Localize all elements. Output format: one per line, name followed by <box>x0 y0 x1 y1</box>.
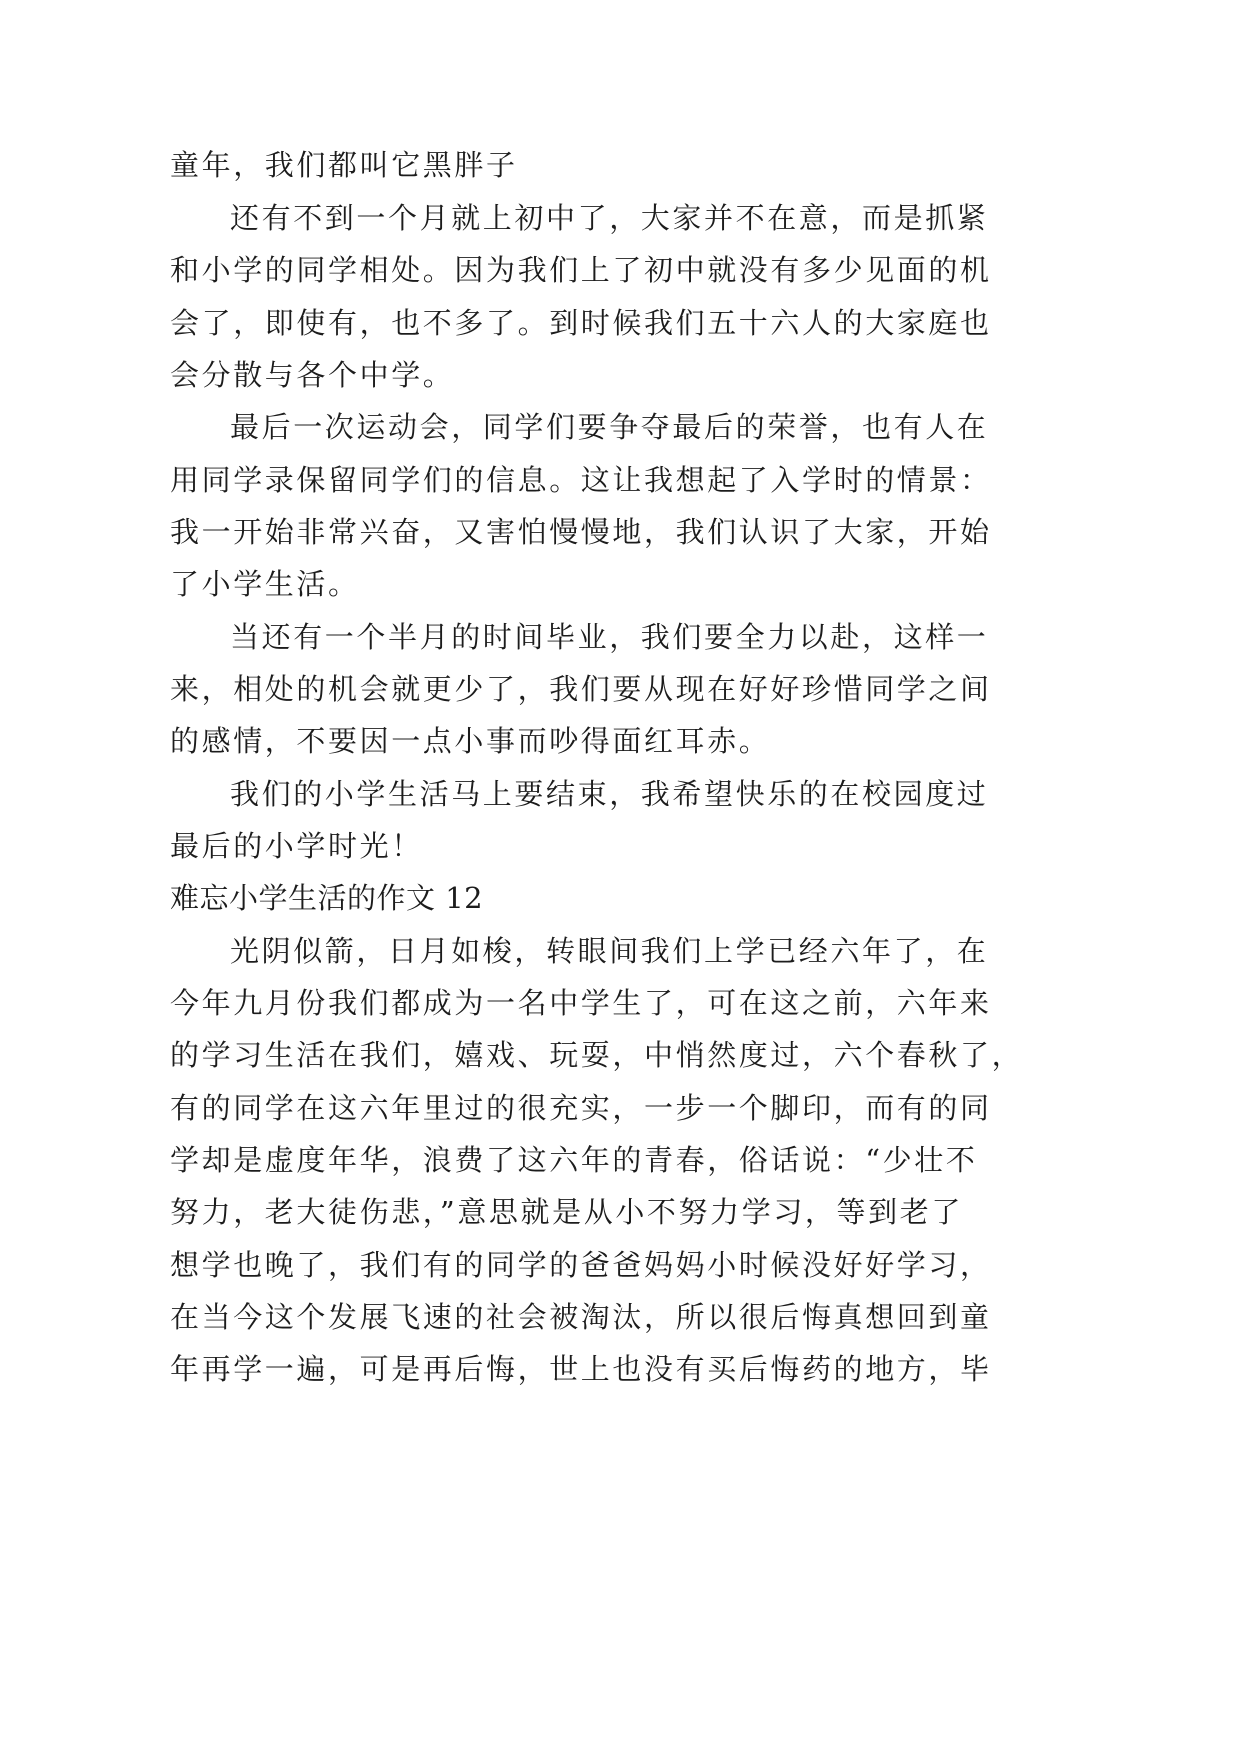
paragraph-line: 我们的小学生活马上要结束，我希望快乐的在校园度过 <box>230 777 989 811</box>
paragraph-line: 和小学的同学相处。因为我们上了初中就没有多少见面的机 <box>170 253 992 287</box>
paragraph-line: 今年九月份我们都成为一名中学生了，可在这之前，六年来 <box>170 986 992 1020</box>
paragraph-line: 最后一次运动会，同学们要争夺最后的荣誉，也有人在 <box>230 410 989 444</box>
paragraph-line: 的学习生活在我们，嬉戏、玩耍，中悄然度过，六个春秋了， <box>170 1038 1024 1072</box>
paragraph-line: 的感情，不要因一点小事而吵得面红耳赤。 <box>170 724 771 758</box>
paragraph-line: 童年，我们都叫它黑胖子 <box>170 148 518 182</box>
paragraph-line: 学却是虚度年华，浪费了这六年的青春，俗话说：“少壮不 <box>170 1143 978 1177</box>
paragraph-line: 我一开始非常兴奋，又害怕慢慢地，我们认识了大家，开始 <box>170 515 992 549</box>
paragraph-line: 了小学生活。 <box>170 567 360 601</box>
paragraph-line: 光阴似箭，日月如梭，转眼间我们上学已经六年了，在 <box>230 934 989 968</box>
paragraph-line: 当还有一个半月的时间毕业，我们要全力以赴，这样一 <box>230 620 989 654</box>
paragraph-line: 年再学一遍，可是再后悔，世上也没有买后悔药的地方，毕 <box>170 1352 992 1386</box>
paragraph-line: 想学也晚了，我们有的同学的爸爸妈妈小时候没好好学习， <box>170 1248 992 1282</box>
section-heading: 难忘小学生活的作文 12 <box>170 881 484 915</box>
paragraph-line: 用同学录保留同学们的信息。这让我想起了入学时的情景： <box>170 463 992 497</box>
paragraph-line: 还有不到一个月就上初中了，大家并不在意，而是抓紧 <box>230 201 989 235</box>
paragraph-line: 最后的小学时光！ <box>170 829 423 863</box>
paragraph-line: 会了，即使有，也不多了。到时候我们五十六人的大家庭也 <box>170 306 992 340</box>
paragraph-line: 努力，老大徒伤悲，”意思就是从小不努力学习，等到老了 <box>170 1195 963 1229</box>
paragraph-line: 会分散与各个中学。 <box>170 358 455 392</box>
paragraph-line: 有的同学在这六年里过的很充实，一步一个脚印，而有的同 <box>170 1091 992 1125</box>
paragraph-line: 来，相处的机会就更少了，我们要从现在好好珍惜同学之间 <box>170 672 992 706</box>
paragraph-line: 在当今这个发展飞速的社会被淘汰，所以很后悔真想回到童 <box>170 1300 992 1334</box>
